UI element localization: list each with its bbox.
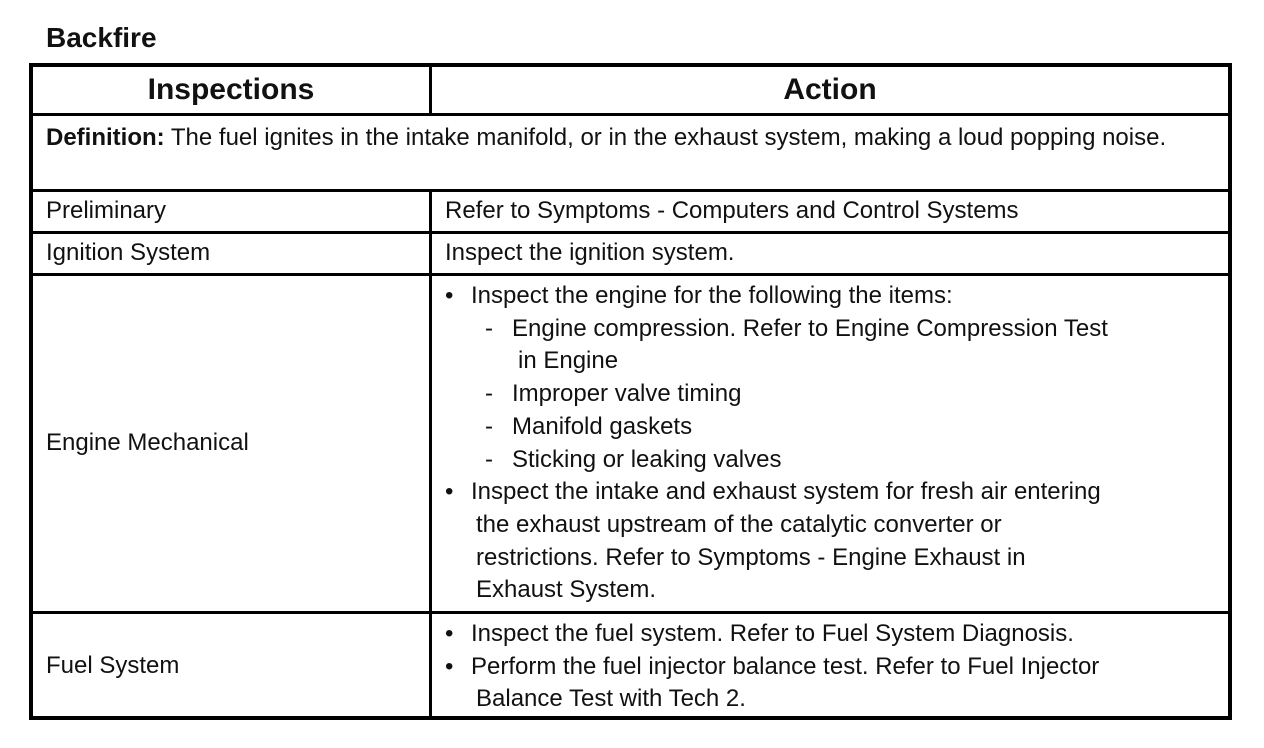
column-divider (429, 189, 432, 720)
definition-label: Definition: (46, 124, 165, 151)
dash-icon: - (485, 445, 493, 473)
sub-list-item: - Sticking or leaking valves (445, 444, 1235, 477)
bullet-icon: • (445, 478, 454, 506)
bullet-icon: • (445, 620, 454, 647)
list-item: • Perform the fuel injector balance test. Refer to Fuel Injector Balance Test with Tech 2. (445, 652, 1100, 713)
list-item: • Inspect the fuel system. Refer to Fuel System Diagnosis. (445, 618, 1235, 651)
bullet-icon: • (445, 282, 454, 309)
dash-icon: - (485, 314, 493, 342)
list-item: • Inspect the intake and exhaust system for fresh air entering the exhaust upstream of the catalytic converter or restrictions. Refer to Symptoms - Engine Exhaust in Exhaust System. (445, 478, 1101, 604)
row-divider (33, 231, 1228, 234)
row-divider (33, 611, 1228, 614)
inspection-fuel-system: Fuel System (46, 652, 180, 679)
action-preliminary: Refer to Symptoms - Computers and Control Systems (445, 197, 1019, 224)
header-action: Action (783, 73, 877, 106)
list-item: • Inspect the engine for the following the items: (445, 280, 1235, 313)
header-inspections: Inspections (147, 73, 315, 106)
sub-list-item: - Improper valve timing (445, 378, 1235, 411)
bullet-icon: • (445, 652, 454, 680)
definition-row (46, 122, 1216, 155)
inspection-ignition-system: Ignition System (46, 239, 211, 266)
inspection-preliminary: Preliminary (46, 197, 167, 224)
action-engine-mechanical (445, 280, 1235, 607)
sub-list-item: - Engine compression. Refer to Engine Compression Test in Engine (485, 314, 1108, 375)
dash-icon: - (485, 380, 493, 408)
inspection-engine-mechanical: Engine Mechanical (46, 429, 249, 456)
page-title: Backfire (46, 22, 157, 53)
action-ignition-system: Inspect the ignition system. (445, 239, 735, 266)
backfire-table (29, 63, 1232, 720)
row-divider (33, 273, 1228, 276)
action-fuel-system (445, 618, 1235, 716)
sub-list-item: - Manifold gaskets (445, 411, 1235, 444)
definition-text: The fuel ignites in the intake manifold, or in the exhaust system, making a loud popping noise. (164, 124, 1167, 151)
row-divider (33, 189, 1228, 192)
dash-icon: - (485, 412, 493, 440)
header-divider (33, 113, 1228, 116)
